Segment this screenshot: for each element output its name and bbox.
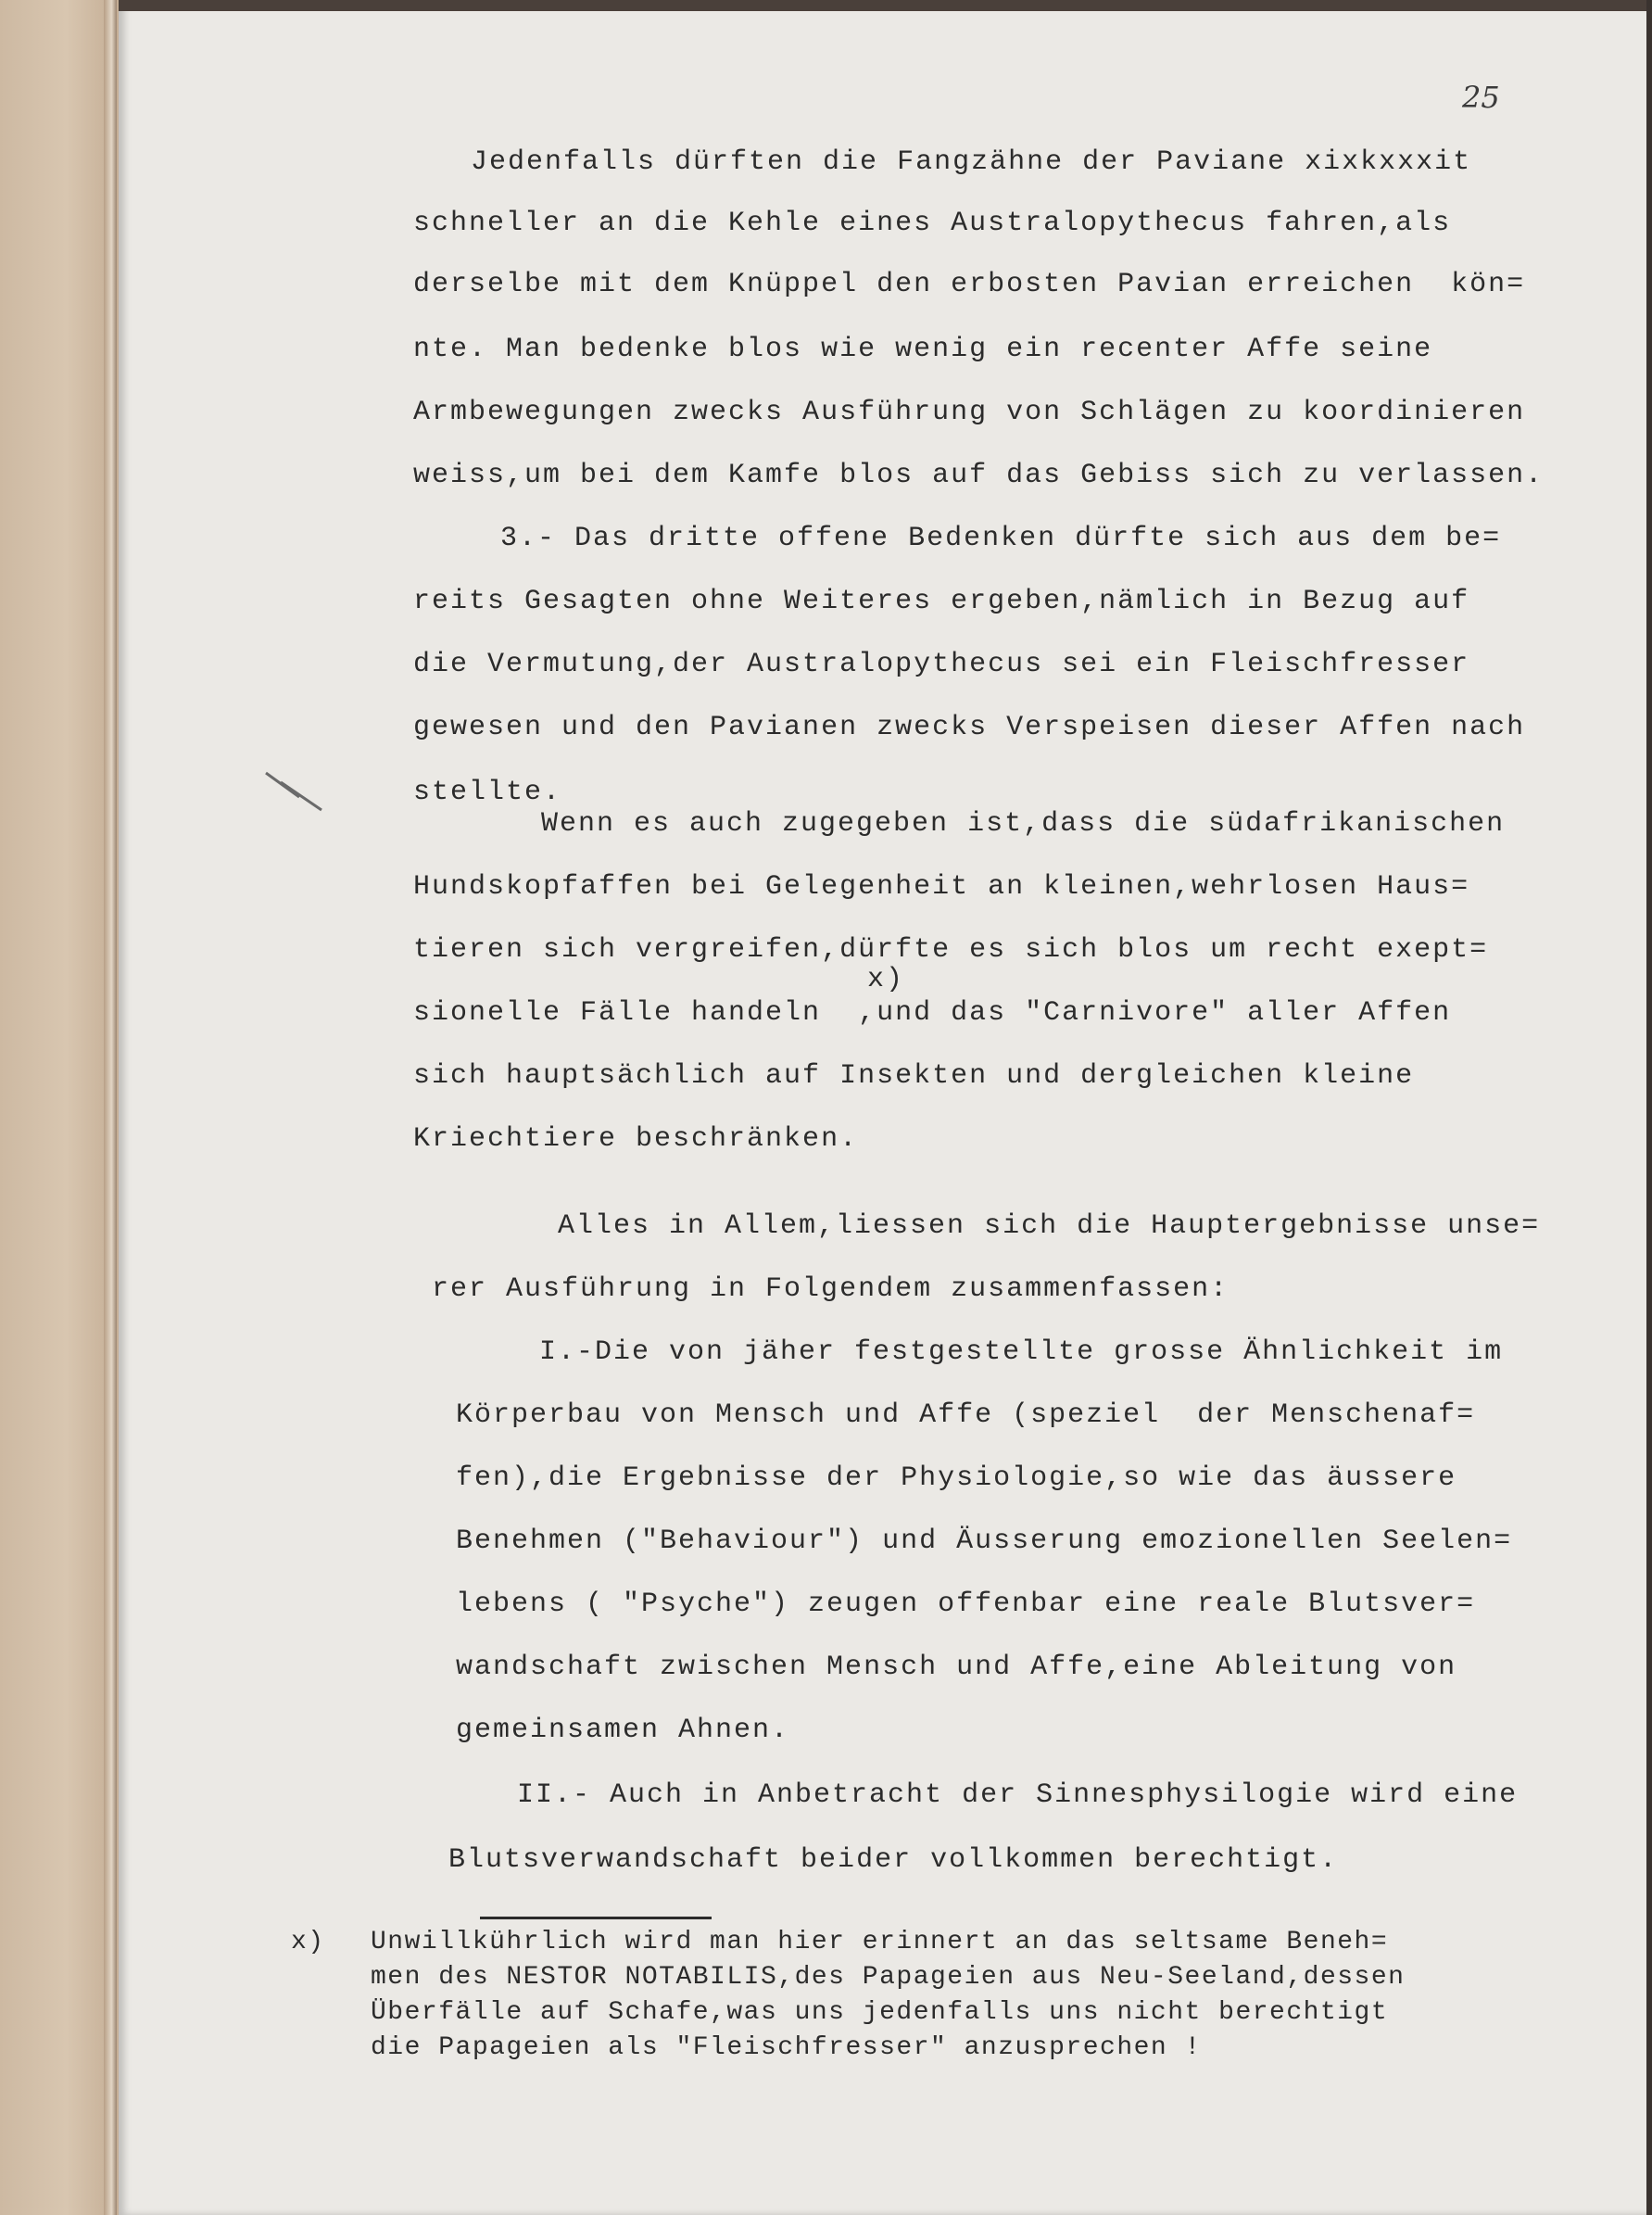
typewritten-page <box>119 0 1652 2215</box>
page-number: 25 <box>1462 80 1500 115</box>
footnote-line: Überfälle auf Schafe,was uns jedenfalls uns nicht berechtigt <box>371 1998 1389 2027</box>
footnote-reference: x) <box>867 964 905 995</box>
text-line: schneller an die Kehle eines Australopythecus fahren,als <box>413 208 1452 239</box>
scan-border-top <box>119 0 1652 11</box>
text-line: Armbewegungen zwecks Ausführung von Schlägen zu koordinieren <box>413 397 1526 428</box>
pencil-mark-icon <box>262 769 327 816</box>
text-line: die Vermutung,der Australopythecus sei ein Fleischfresser <box>413 649 1470 680</box>
folder-edge <box>104 0 117 2215</box>
text-line: lebens ( "Psyche") zeugen offenbar eine reale Blutsver= <box>456 1588 1476 1620</box>
text-line: Jedenfalls dürften die Fangzähne der Paviane xixkxxxit <box>471 146 1472 178</box>
text-line: gemeinsamen Ahnen. <box>456 1715 790 1746</box>
text-line: sionelle Fälle handeln ,und das "Carnivore" aller Affen <box>413 997 1452 1029</box>
text-line: rer Ausführung in Folgendem zusammenfassen: <box>432 1273 1230 1305</box>
text-line: nte. Man bedenke blos wie wenig ein recenter Affe seine <box>413 334 1433 365</box>
scan-border-right <box>1646 0 1652 2215</box>
text-line: Kriechtiere beschränken. <box>413 1123 859 1155</box>
footnote-line: Unwillkührlich wird man hier erinnert an das seltsame Beneh= <box>371 1928 1389 1956</box>
text-line: fen),die Ergebnisse der Physiologie,so wie das äussere <box>456 1462 1457 1494</box>
text-line: weiss,um bei dem Kamfe blos auf das Gebiss sich zu verlassen. <box>413 460 1545 491</box>
text-line: Wenn es auch zugegeben ist,dass die südafrikanischen <box>541 808 1506 840</box>
footnote-rule <box>480 1917 712 1919</box>
text-line: gewesen und den Pavianen zwecks Verspeisen dieser Affen nach <box>413 712 1526 743</box>
text-line: sich hauptsächlich auf Insekten und dergleichen kleine <box>413 1060 1415 1092</box>
text-line: 3.- Das dritte offene Bedenken dürfte sich aus dem be= <box>500 523 1502 554</box>
text-line: stellte. <box>413 777 562 808</box>
text-line: derselbe mit dem Knüppel den erbosten Pavian erreichen kön= <box>413 269 1526 300</box>
text-line: Benehmen ("Behaviour") und Äusserung emozionellen Seelen= <box>456 1525 1513 1557</box>
footnote-marker: x) <box>291 1928 325 1956</box>
footnote-line: men des NESTOR NOTABILIS,des Papageien aus Neu-Seeland,dessen <box>371 1963 1406 1992</box>
text-line: II.- Auch in Anbetracht der Sinnesphysilogie wird eine <box>517 1779 1519 1811</box>
text-line: Körperbau von Mensch und Affe (speziel der Menschenaf= <box>456 1399 1476 1431</box>
text-line: I.-Die von jäher festgestellte grosse Ähnlichkeit im <box>539 1336 1504 1368</box>
text-line: reits Gesagten ohne Weiteres ergeben,nämlich in Bezug auf <box>413 586 1470 617</box>
text-line: Hundskopfaffen bei Gelegenheit an kleinen,wehrlosen Haus= <box>413 871 1470 903</box>
text-line: Blutsverwandschaft beider vollkommen berechtigt. <box>448 1844 1339 1876</box>
text-line: Alles in Allem,liessen sich die Hauptergebnisse unse= <box>558 1210 1541 1242</box>
text-line: tieren sich vergreifen,dürfte es sich blos um recht exept= <box>413 934 1489 966</box>
text-line: wandschaft zwischen Mensch und Affe,eine Ableitung von <box>456 1652 1457 1683</box>
footnote-line: die Papageien als "Fleischfresser" anzusprechen ! <box>371 2033 1202 2062</box>
folder-cover <box>0 0 120 2215</box>
